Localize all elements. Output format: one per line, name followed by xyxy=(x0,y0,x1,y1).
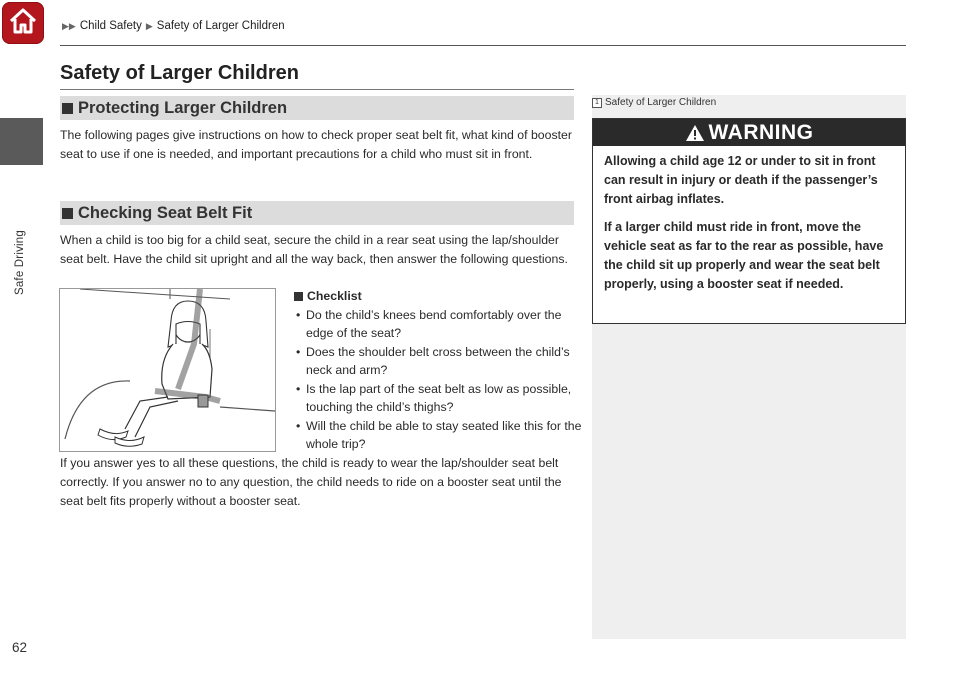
breadcrumb-page-link[interactable]: Safety of Larger Children xyxy=(156,20,285,32)
warning-header xyxy=(593,119,905,146)
warning-text xyxy=(593,146,905,294)
child-seatbelt-illustration xyxy=(59,288,276,452)
warning-box xyxy=(592,118,906,324)
sidebar-label: Safe Driving xyxy=(14,230,26,296)
panel-caption xyxy=(592,97,716,108)
section-heading-checking xyxy=(60,201,574,225)
square-bullet-icon xyxy=(294,292,303,301)
section-heading-text: Checking Seat Belt Fit xyxy=(78,203,253,222)
panel-caption-text: Safety of Larger Children xyxy=(605,97,717,108)
page-title: Safety of Larger Children xyxy=(60,62,299,84)
checklist xyxy=(294,287,584,454)
square-bullet-icon xyxy=(62,103,73,114)
warning-paragraph: If a larger child must ride in front, move the vehicle seat as far to the rear as possible, have the child sit up properly and wear the seat belt properly, using a booster seat if needed. xyxy=(604,220,884,291)
conclusion-text: If you answer yes to all these questions, the child is ready to wear the lap/shoulder seat belt correctly. If you answer no to any question, the child needs to ride on a booster seat until the seat belt fits properly without a booster seat. xyxy=(60,456,562,508)
breadcrumb-arrow-icon: ▶ xyxy=(145,20,153,31)
sidebar-tab[interactable] xyxy=(0,118,43,165)
reference-icon: 1 xyxy=(592,98,602,108)
checklist-heading-text: Checklist xyxy=(307,289,362,303)
warning-triangle-icon xyxy=(685,124,705,142)
title-divider xyxy=(60,89,574,90)
warning-label: WARNING xyxy=(708,120,814,144)
warning-paragraph: Allowing a child age 12 or under to sit in front can result in injury or death if the passenger’s front airbag inflates. xyxy=(604,154,878,206)
header-divider xyxy=(60,45,906,46)
checklist-item: • Do the child’s knees bend comfortably over the edge of the seat? xyxy=(294,306,584,343)
breadcrumb-arrow-icon: ▶▶ xyxy=(62,20,76,31)
section-body-protecting: The following pages give instructions on how to check proper seat belt fit, what kind of booster seat to use if one is needed, and important precautions for a child who must sit in front. xyxy=(60,128,572,161)
checklist-item: • Does the shoulder belt cross between the child’s neck and arm? xyxy=(294,343,584,380)
breadcrumb-section-link[interactable]: Child Safety xyxy=(79,20,142,32)
sidebar-spacer xyxy=(0,46,43,118)
home-button[interactable] xyxy=(2,2,44,44)
checklist-items xyxy=(294,306,584,454)
home-icon xyxy=(8,7,38,40)
section-heading-protecting xyxy=(60,96,574,120)
checklist-heading xyxy=(294,287,584,306)
breadcrumb xyxy=(62,20,285,32)
page-number: 62 xyxy=(12,640,28,655)
checklist-item: • Will the child be able to stay seated like this for the whole trip? xyxy=(294,417,584,454)
section-body-checking: When a child is too big for a child seat, secure the child in a rear seat using the lap/shoulder seat belt. Have the child sit upright and all the way back, then answer the following questions. xyxy=(60,233,568,266)
checklist-item: • Is the lap part of the seat belt as low as possible, touching the child’s thighs? xyxy=(294,380,584,417)
section-heading-text: Protecting Larger Children xyxy=(78,98,288,117)
square-bullet-icon xyxy=(62,208,73,219)
